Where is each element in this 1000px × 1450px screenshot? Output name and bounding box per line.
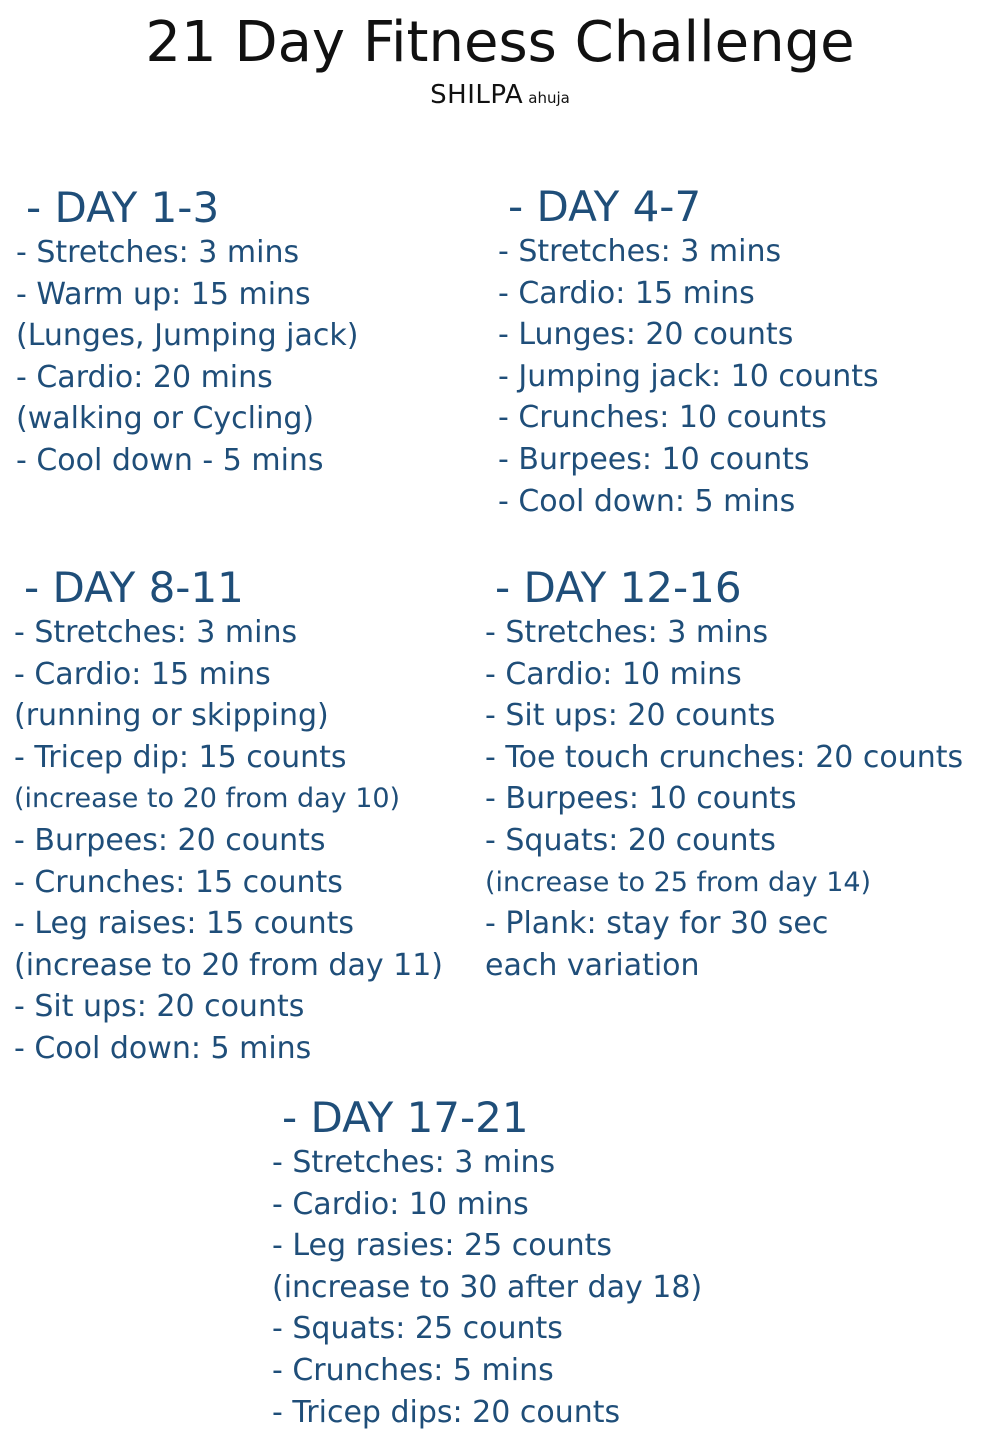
- list-item: - Cool down - 5 mins: [16, 442, 324, 478]
- list-item: - Leg rasies: 25 counts: [272, 1228, 612, 1264]
- list-item: - Stretches: 3 mins: [14, 615, 298, 650]
- list-item: - Stretches: 3 mins: [272, 1145, 556, 1180]
- list-item: - Squats: 20 counts: [485, 822, 776, 858]
- list-item: - Stretches: 3 mins: [498, 234, 782, 269]
- list-item: - Stretches: 3 mins: [485, 615, 769, 650]
- list-item: - Lunges: 20 counts: [498, 317, 794, 353]
- list-item: each variation: [485, 947, 700, 983]
- list-item: (increase to 25 from day 14): [485, 866, 872, 898]
- list-item: (walking or Cycling): [16, 401, 315, 437]
- page-title: 21 Day Fitness Challenge: [145, 10, 855, 75]
- brand-sub: ahuja: [528, 89, 570, 107]
- list-item: (increase to 30 after day 18): [272, 1269, 703, 1305]
- section-heading: - DAY 1-3: [26, 183, 220, 232]
- list-item: - Burpees: 10 counts: [485, 781, 797, 817]
- section-heading: - DAY 17-21: [282, 1093, 529, 1142]
- list-item: (increase to 20 from day 11): [14, 947, 443, 983]
- list-item: - Cool down: 5 mins: [14, 1030, 312, 1066]
- section-day-1-3: [16, 184, 358, 482]
- list-item: - Burpees: 20 counts: [14, 822, 326, 858]
- list-item: (Lunges, Jumping jack): [16, 318, 359, 354]
- list-item: - Crunches: 15 counts: [14, 864, 343, 900]
- section-day-17-21: [272, 1094, 702, 1433]
- list-item: - Tricep dips: 20 counts: [272, 1394, 621, 1430]
- list-item: (increase to 20 from day 10): [14, 783, 401, 815]
- list-item: - Sit ups: 20 counts: [14, 989, 305, 1025]
- list-item: - Stretches: 3 mins: [16, 235, 300, 270]
- section-day-4-7: [498, 183, 879, 522]
- list-item: - Jumping jack: 10 counts: [498, 358, 879, 394]
- list-item: - Crunches: 5 mins: [272, 1352, 554, 1388]
- list-item: - Leg raises: 15 counts: [14, 906, 354, 942]
- section-day-8-11: [14, 564, 443, 1070]
- list-item: - Toe touch crunches: 20 counts: [485, 739, 964, 775]
- section-heading: - DAY 12-16: [495, 563, 742, 612]
- list-item: (running or skipping): [14, 698, 329, 734]
- list-item: - Cardio: 10 mins: [485, 656, 742, 692]
- list-item: - Warm up: 15 mins: [16, 276, 311, 312]
- section-day-12-16: [485, 564, 963, 986]
- list-item: - Cardio: 15 mins: [14, 656, 271, 692]
- list-item: - Squats: 25 counts: [272, 1311, 563, 1347]
- list-item: - Cardio: 20 mins: [16, 359, 273, 395]
- list-item: - Plank: stay for 30 sec: [485, 906, 829, 942]
- section-heading: - DAY 4-7: [508, 182, 702, 231]
- list-item: - Tricep dip: 15 counts: [14, 739, 347, 775]
- list-item: - Sit ups: 20 counts: [485, 698, 776, 734]
- list-item: - Crunches: 10 counts: [498, 400, 827, 436]
- list-item: - Cardio: 10 mins: [272, 1186, 529, 1222]
- brand-logo: [0, 78, 1000, 115]
- list-item: - Burpees: 10 counts: [498, 441, 810, 477]
- list-item: - Cool down: 5 mins: [498, 483, 796, 519]
- section-heading: - DAY 8-11: [24, 563, 244, 612]
- list-item: - Cardio: 15 mins: [498, 275, 755, 311]
- brand-name: SHILPA: [430, 80, 524, 110]
